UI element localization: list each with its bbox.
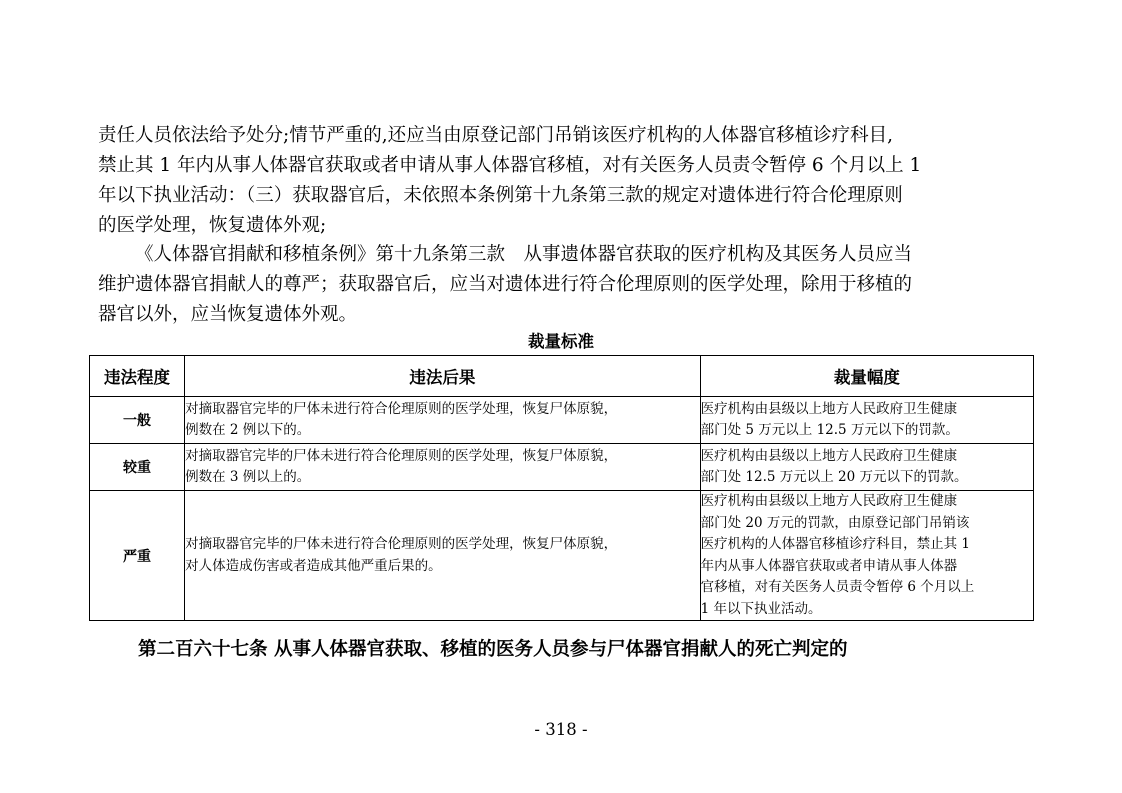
cell-line: 医疗机构由县级以上地方人民政府卫生健康 bbox=[700, 400, 958, 417]
paragraph-line: 责任人员依法给予处分;情节严重的,还应当由原登记部门吊销该医疗机构的人体器官移植诊疗科目, bbox=[98, 125, 893, 146]
cell-line: 对摘取器官完毕的尸体未进行符合伦理原则的医学处理，恢复尸体原貌， bbox=[185, 447, 618, 464]
cell-line: 例数在 3 例以上的。 bbox=[185, 469, 311, 485]
article-heading: 第二百六十七条 从事人体器官获取、移植的医务人员参与尸体器官捐献人的死亡判定的 bbox=[138, 639, 848, 660]
penalty-standard-table bbox=[89, 355, 1034, 621]
paragraph-line: 器官以外，应当恢复遗体外观。 bbox=[98, 304, 358, 325]
header-violation-consequence: 违法后果 bbox=[185, 356, 701, 397]
table-title: 裁量标准 bbox=[528, 332, 594, 351]
cell-line: 部门处 12.5 万元以上 20 万元以下的罚款。 bbox=[700, 469, 968, 485]
header-violation-degree: 违法程度 bbox=[90, 356, 185, 397]
cell-line: 例数在 2 例以下的。 bbox=[185, 422, 311, 438]
paragraph-line: 维护遗体器官捐献人的尊严；获取器官后，应当对遗体进行符合伦理原则的医学处理，除用于移植的 bbox=[98, 274, 913, 295]
penalty-cell bbox=[700, 444, 1033, 491]
cell-line: 部门处 5 万元以上 12.5 万元以下的罚款。 bbox=[700, 422, 959, 438]
cell-line: 对摘取器官完毕的尸体未进行符合伦理原则的医学处理，恢复尸体原貌， bbox=[185, 400, 618, 417]
table-row bbox=[90, 397, 1034, 444]
consequence-cell bbox=[185, 397, 701, 444]
paragraph-line: 禁止其 1 年内从事人体器官获取或者申请从事人体器官移植，对有关医务人员责令暂停 6 个月以上 1 bbox=[98, 155, 922, 176]
level-cell: 一般 bbox=[90, 397, 185, 444]
penalty-cell bbox=[700, 397, 1033, 444]
paragraph-line: 的医学处理，恢复遗体外观; bbox=[98, 215, 327, 236]
consequence-cell bbox=[185, 491, 701, 621]
consequence-cell bbox=[185, 444, 701, 491]
paragraph-2 bbox=[98, 240, 1026, 330]
cell-line: 医疗机构的人体器官移植诊疗科目，禁止其 1 bbox=[700, 536, 971, 552]
cell-line: 部门处 20 万元的罚款，由原登记部门吊销该 bbox=[700, 514, 970, 531]
cell-line: 对摘取器官完毕的尸体未进行符合伦理原则的医学处理，恢复尸体原貌， bbox=[185, 536, 618, 552]
table-row bbox=[90, 444, 1034, 491]
page-number: - 318 - bbox=[534, 720, 588, 739]
paragraph-1 bbox=[98, 121, 1026, 241]
table-header-row bbox=[90, 356, 1034, 397]
cell-line: 对人体造成伤害或者造成其他严重后果的。 bbox=[185, 557, 442, 574]
table-row bbox=[90, 491, 1034, 621]
level-cell: 较重 bbox=[90, 444, 185, 491]
paragraph-line: 年以下执业活动：（三）获取器官后，未依照本条例第十九条第三款的规定对遗体进行符合伦理原则 bbox=[98, 185, 903, 206]
penalty-cell bbox=[700, 491, 1033, 621]
cell-line: 医疗机构由县级以上地方人民政府卫生健康 bbox=[700, 447, 958, 464]
cell-line: 医疗机构由县级以上地方人民政府卫生健康 bbox=[700, 493, 958, 509]
paragraph-line: 《人体器官捐献和移植条例》第十九条第三款 从事遗体器官获取的医疗机构及其医务人员应当 bbox=[135, 244, 913, 265]
level-cell: 严重 bbox=[90, 491, 185, 621]
cell-line: 1 年以下执业活动。 bbox=[700, 600, 822, 617]
cell-line: 官移植，对有关医务人员责令暂停 6 个月以上 bbox=[700, 579, 975, 595]
cell-line: 年内从事人体器官获取或者申请从事人体器 bbox=[700, 557, 958, 574]
header-penalty-range: 裁量幅度 bbox=[700, 356, 1033, 397]
